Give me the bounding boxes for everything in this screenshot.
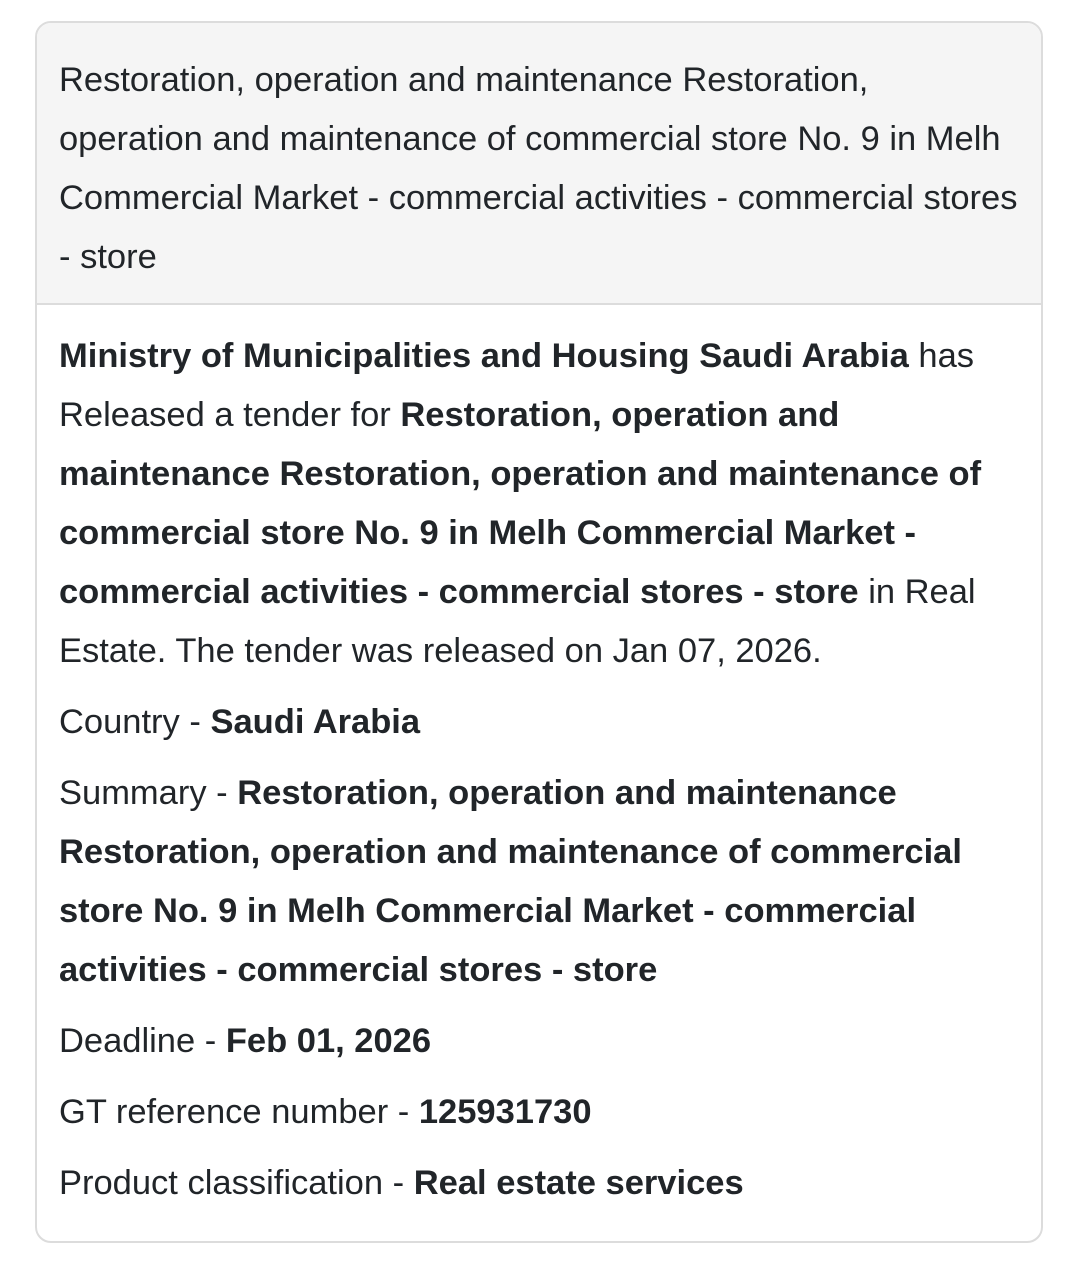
field-product-classification: Product classification - Real estate services	[59, 1164, 744, 1202]
tender-name: Restoration, operation and maintenance Restoration, operation and maintenance of commercial store No. 9 in Melh Commercial Market - commercial activities - commercial stores - store	[59, 396, 982, 611]
tender-title: Restoration, operation and maintenance Restoration, operation and maintenance of commercial store No. 9 in Melh Commercial Market - commercial activities - commercial stores - store	[37, 23, 1041, 305]
organization-name: Ministry of Municipalities and Housing Saudi Arabia	[59, 337, 909, 375]
field-summary: Summary - Restoration, operation and maintenance Restoration, operation and maintenance of commercial store No. 9 in Melh Commercial Market - commercial activities - commercial stores - store	[59, 774, 962, 989]
tender-card	[35, 21, 1043, 1243]
field-reference-number: GT reference number - 125931730	[59, 1093, 592, 1131]
field-country: Country - Saudi Arabia	[59, 703, 421, 741]
field-deadline: Deadline - Feb 01, 2026	[59, 1022, 432, 1060]
tender-details	[37, 305, 1041, 1213]
tender-description: Ministry of Municipalities and Housing Saudi Arabia has Released a tender for Restoration, operation and maintenance Restoration, operation and maintenance of commercial store No. 9 in Melh Commercial Market - commercial activities - commercial stores - store in Real Estate. The tender was released on Jan 07, 2026.	[59, 337, 982, 670]
